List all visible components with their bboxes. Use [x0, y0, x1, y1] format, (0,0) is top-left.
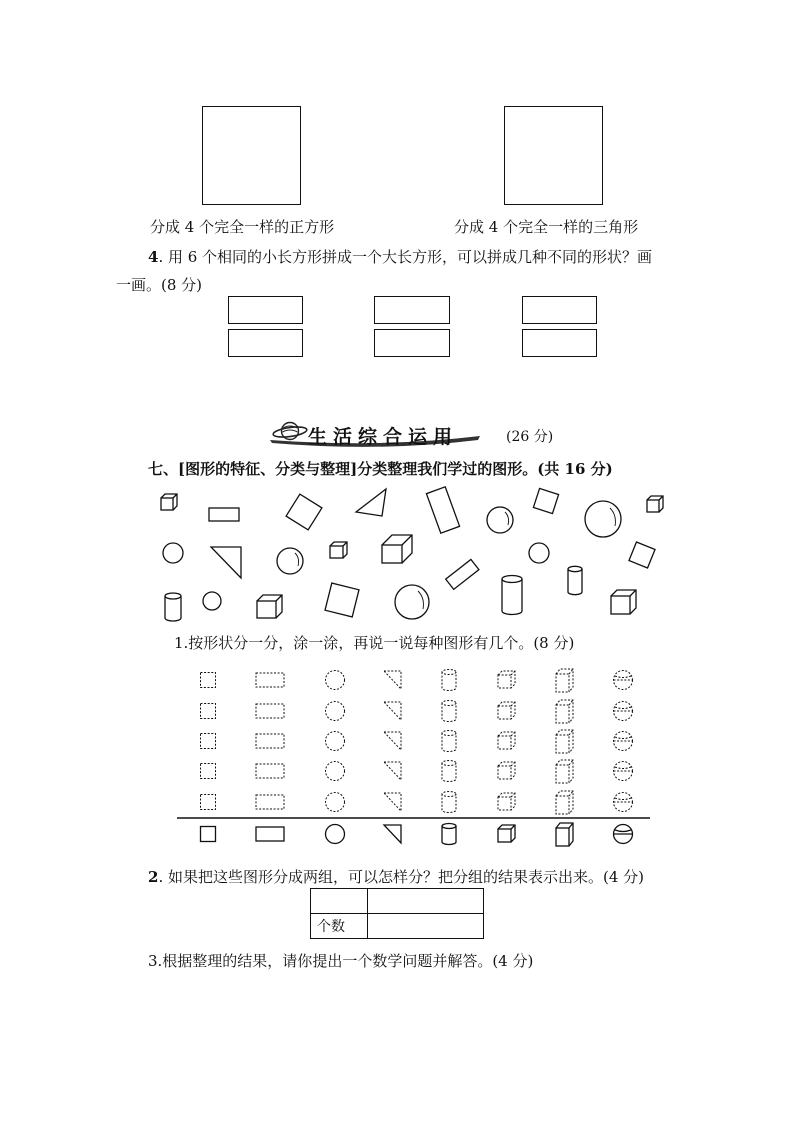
question-4-line2: 一画。(8 分) [116, 276, 203, 294]
rectangle-icon[interactable] [256, 827, 284, 841]
banner-title: 生活综合运用 [308, 426, 459, 448]
square-icon[interactable] [201, 734, 216, 749]
sub-question-2 [148, 866, 644, 887]
sphere-icon[interactable] [614, 671, 633, 690]
square-icon[interactable] [201, 827, 216, 842]
sphere-icon[interactable] [614, 732, 633, 751]
square-icon[interactable] [201, 764, 216, 779]
table-cell[interactable] [368, 889, 484, 914]
triangle-icon[interactable] [384, 671, 401, 689]
square-icon[interactable] [201, 704, 216, 719]
cylinder-icon[interactable] [442, 792, 456, 813]
rectangle-icon[interactable] [256, 734, 284, 748]
circle-icon[interactable] [326, 732, 345, 751]
banner-score: (26 分) [506, 429, 554, 445]
cuboid-icon[interactable] [556, 730, 573, 753]
circle-icon[interactable] [326, 825, 345, 844]
question-4-number: 4 [148, 248, 159, 266]
triangle-icon[interactable] [384, 762, 401, 780]
question-7-title: 七、[图形的特征、分类与整理]分类整理我们学过的图形。(共 16 分) [148, 460, 613, 478]
cuboid-icon[interactable] [556, 669, 573, 692]
sphere-icon[interactable] [614, 825, 633, 844]
table-row [311, 914, 484, 939]
rectangle-icon[interactable] [256, 673, 284, 687]
triangle-icon[interactable] [384, 732, 401, 750]
rectangle-icon[interactable] [256, 795, 284, 809]
sphere-icon[interactable] [614, 702, 633, 721]
cube-icon[interactable] [498, 762, 515, 779]
cube-icon[interactable] [498, 793, 515, 810]
table-row-label: 个数 [311, 914, 368, 939]
table-cell[interactable] [311, 889, 368, 914]
sphere-icon[interactable] [614, 762, 633, 781]
caption-left: 分成 4 个完全一样的正方形 [150, 218, 335, 236]
square-icon[interactable] [201, 673, 216, 688]
cuboid-icon[interactable] [556, 823, 573, 846]
cylinder-icon[interactable] [442, 761, 456, 782]
sphere-icon[interactable] [614, 793, 633, 812]
cylinder-icon[interactable] [442, 824, 456, 845]
table-cell[interactable] [368, 914, 484, 939]
sub-question-2-number: 2 [148, 868, 159, 886]
cuboid-icon[interactable] [556, 700, 573, 723]
triangle-icon[interactable] [384, 825, 401, 843]
sub-question-3: 3.根据整理的结果，请你提出一个数学问题并解答。(4 分) [148, 952, 534, 970]
circle-icon[interactable] [326, 671, 345, 690]
circle-icon[interactable] [326, 702, 345, 721]
cuboid-icon[interactable] [556, 791, 573, 814]
circle-icon[interactable] [326, 793, 345, 812]
cube-icon[interactable] [498, 702, 515, 719]
cube-icon[interactable] [498, 732, 515, 749]
sub-question-1: 1.按形状分一分，涂一涂，再说一说每种图形有几个。(8 分) [174, 634, 575, 652]
cuboid-icon[interactable] [556, 760, 573, 783]
caption-right: 分成 4 个完全一样的三角形 [454, 218, 639, 236]
rectangle-icon[interactable] [256, 764, 284, 778]
question-4-text: . 用 6 个相同的小长方形拼成一个大长方形，可以拼成几种不同的形状？画 [158, 248, 653, 266]
circle-icon[interactable] [326, 762, 345, 781]
cylinder-icon[interactable] [442, 670, 456, 691]
table-row [311, 889, 484, 914]
triangle-icon[interactable] [384, 793, 401, 811]
sub-question-2-text: . 如果把这些图形分成两组，可以怎样分？把分组的结果表示出来。(4 分) [158, 868, 644, 886]
cube-icon[interactable] [498, 825, 515, 842]
cube-icon[interactable] [498, 671, 515, 688]
triangle-icon[interactable] [384, 702, 401, 720]
cylinder-icon[interactable] [442, 701, 456, 722]
cylinder-icon[interactable] [442, 731, 456, 752]
group-count-table[interactable] [310, 888, 484, 939]
rectangle-icon[interactable] [256, 704, 284, 718]
square-icon[interactable] [201, 795, 216, 810]
